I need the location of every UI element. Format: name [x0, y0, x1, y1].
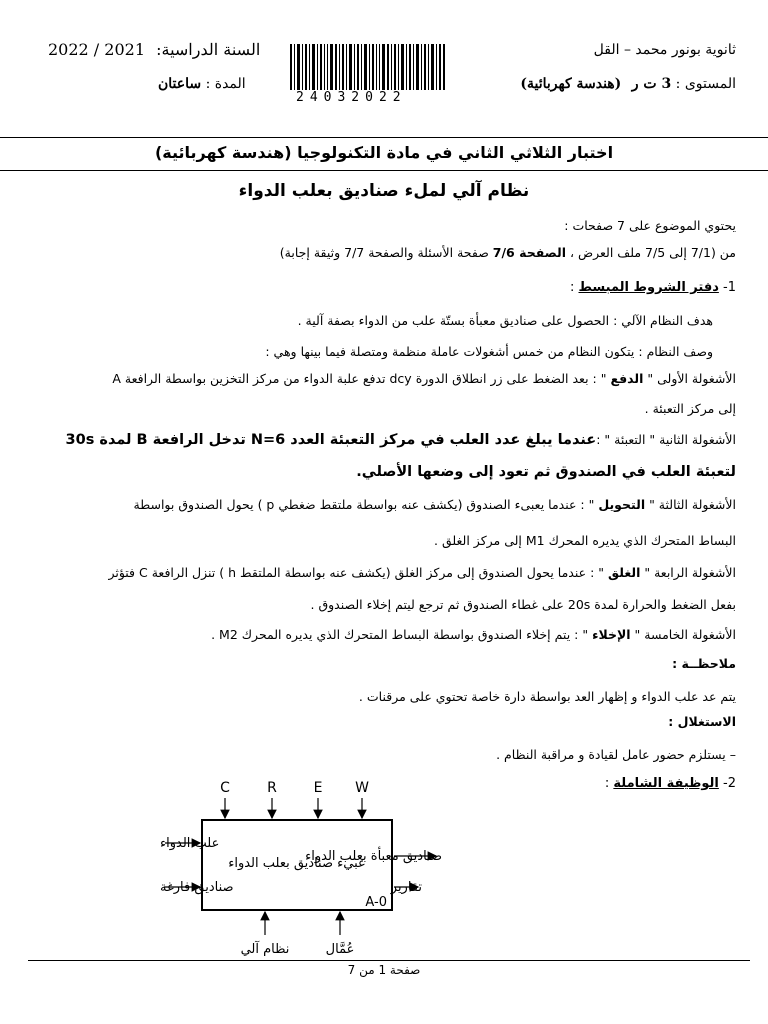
operation-4-continued: بفعل الضغط والحرارة لمدة 20s على غطاء الصندوق ثم ترجع ليتم إخلاء الصندوق . [310, 597, 736, 612]
duration-value: ساعتان [158, 76, 202, 92]
pages-detail-part-a: من (7/1 إلى 7/5 ملف العرض ، [566, 245, 736, 260]
operation-3 [134, 497, 736, 512]
barcode-image [290, 44, 445, 90]
op4-text: " : عندما يحول الصندوق إلى مركز الغلق (يكشف عنه بواسطة الملتقط h ) تنزل الرافعة C فتؤثر [108, 565, 608, 580]
footer-divider [28, 960, 750, 961]
operation-2 [66, 432, 736, 448]
op1-text: " : بعد الضغط على زر انطلاق الدورة dcy تدفع علبة الدواء من مركز التخزين بواسطة الرافعة A [112, 371, 611, 386]
note-title: ملاحظــة : [672, 656, 736, 671]
section2-title: الوظيفة الشاملة [613, 776, 719, 791]
title-divider [0, 170, 768, 171]
section2-colon: : [604, 776, 614, 791]
school-name: ثانوية بونور محمد – القل [593, 42, 736, 58]
year-value: 2021 / 2022 [48, 40, 145, 59]
operation-1-continued: إلى مركز التعبئة . [644, 401, 736, 416]
pages-count: يحتوي الموضوع على 7 صفحات : [564, 218, 736, 233]
function-box-id: A-0 [365, 895, 387, 910]
operation-4 [108, 565, 736, 580]
section1-title: دفتر الشروط المبسط [578, 280, 719, 295]
op5-name: الإخلاء [592, 627, 631, 642]
duration-label: المدة : [205, 76, 246, 92]
support-label-1: نظام آلي [240, 942, 290, 957]
op1-name: الدفع [610, 371, 644, 386]
op2-text: عندما يبلغ عدد العلب في مركز التعبئة العدد N=6 تدخل الرافعة B لمدة 30s [65, 432, 597, 448]
input-label-2: صناديق فارغة [160, 880, 234, 895]
section1-heading [570, 280, 736, 295]
control-label-w: W [355, 780, 369, 796]
control-label-r: R [267, 780, 277, 796]
section2-number: 2- [723, 776, 736, 791]
op4-name: الغلق [607, 565, 641, 580]
op3-name: التحويل [598, 497, 646, 512]
function-box-label: عبيء صناديق بعلب الدواء [228, 856, 366, 871]
support-label-2: عُمَّال [325, 942, 355, 957]
year-label: السنة الدراسية: [156, 40, 261, 59]
op3-text: " : عندما يعبىء الصندوق (يكشف عنه بواسطة ملتقط ضغطي p ) يحول الصندوق بواسطة [133, 497, 599, 512]
barcode-number: 24032022 [296, 90, 407, 105]
op5-text: " : يتم إخلاء الصندوق بواسطة البساط المتحرك الذي يديره المحرك M2 . [211, 627, 593, 642]
section1-colon: : [569, 280, 579, 295]
system-goal: هدف النظام الآلي : الحصول على صناديق معبأة بستّة علب من الدواء بصفة آلية . [297, 313, 713, 328]
control-label-e: E [313, 780, 323, 796]
output-label-1: صناديق معبأة بعلب الدواء [305, 849, 442, 864]
page-number: صفحة 1 من 7 [347, 963, 421, 977]
pages-detail [280, 245, 736, 260]
exam-title: اختبار الثلاثي الثاني في مادة التكنولوجيا (هندسة كهربائية) [154, 143, 614, 162]
op5-label: الأشغولة الخامسة " [630, 627, 736, 642]
operation-2-continued: لتعبئة العلب في الصندوق ثم تعود إلى وضعها الأصلي. [356, 464, 736, 480]
subject-title: نظام آلي لملء صناديق بعلب الدواء [238, 181, 530, 201]
op1-label: الأشغولة الأولى " [643, 371, 736, 386]
operation-3-continued: البساط المتحرك الذي يديره المحرك M1 إلى مركز الغلق . [434, 533, 736, 548]
output-label-2: تقارير [390, 880, 422, 895]
operation-1 [112, 371, 736, 386]
op4-label: الأشغولة الرابعة " [640, 565, 736, 580]
system-description: وصف النظام : يتكون النظام من خمس أشغولات عاملة منظمة ومتصلة فيما بينها وهي : [265, 344, 713, 359]
exploit-title: الاستغلال : [668, 714, 736, 729]
exploit-text: – يستلزم حضور عامل لقيادة و مراقبة النظام . [496, 747, 736, 762]
pages-detail-part-b: الصفحة 7/6 [492, 245, 566, 260]
op2-label: الأشغولة الثانية " التعبئة " : [596, 432, 736, 447]
input-label-1: علب الدواء [160, 836, 220, 851]
control-label-c: C [220, 780, 230, 796]
note-text: يتم عد علب الدواء و إظهار العد بواسطة دارة خاصة تحتوي على مرقنات . [358, 689, 736, 704]
a0-functional-diagram [40, 770, 640, 965]
operation-5 [211, 627, 736, 642]
year-line [48, 40, 260, 59]
section1-number: 1- [723, 280, 736, 295]
level-label: المستوى : [675, 76, 736, 92]
header-divider [0, 137, 768, 138]
op3-label: الأشغولة الثالثة " [645, 497, 736, 512]
level-line [520, 76, 736, 92]
level-spec: (هندسة كهربائية) [520, 76, 622, 92]
pages-detail-part-c: صفحة الأسئلة والصفحة 7/7 وثيقة إجابة) [279, 245, 493, 260]
level-value: 3 ت ر [631, 76, 672, 92]
duration-line [158, 76, 246, 92]
